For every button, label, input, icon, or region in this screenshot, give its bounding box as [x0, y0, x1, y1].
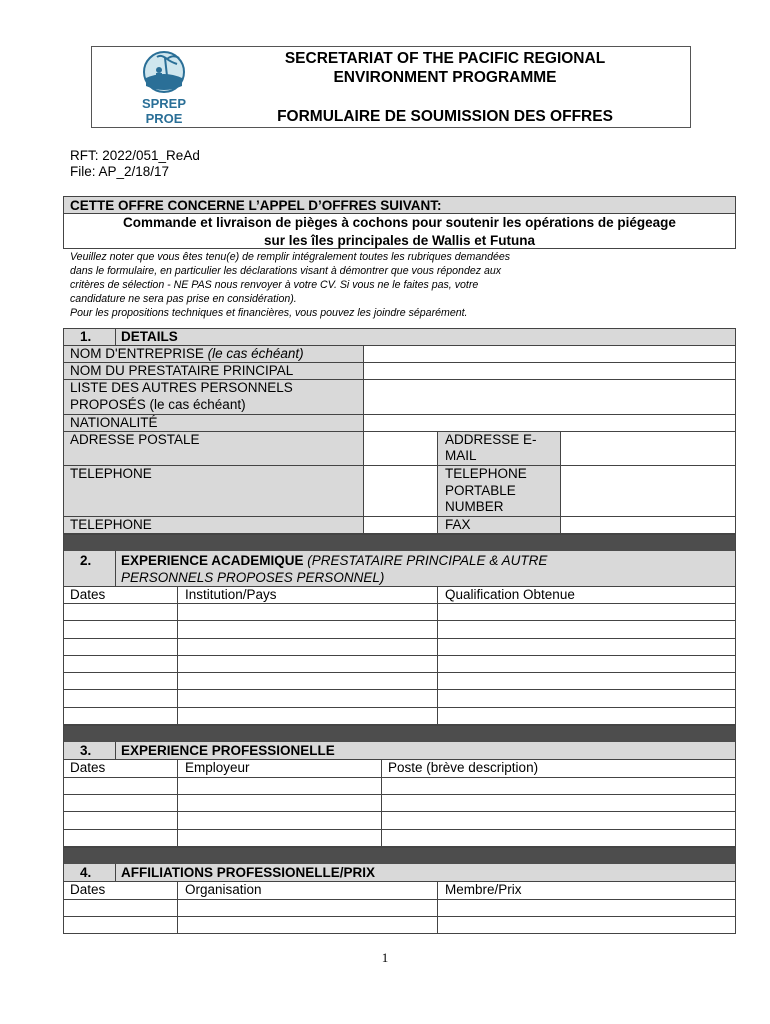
section-number: 4. — [80, 865, 92, 880]
table-row — [63, 916, 736, 917]
email-field[interactable] — [561, 432, 735, 465]
divider — [437, 431, 438, 534]
table-row — [63, 899, 736, 900]
column-header: Employeur — [185, 760, 250, 775]
offer-subject-line1: Commande et livraison de pièges à cochons pour soutenir les opérations de piégeage — [123, 215, 676, 230]
table-row — [63, 794, 736, 795]
column-header: Qualification Obtenue — [445, 587, 575, 602]
table-row — [63, 829, 736, 830]
fax-field[interactable] — [561, 517, 735, 533]
section-title: DETAILS — [121, 329, 178, 344]
telephone-label: TELEPHONE — [70, 466, 152, 481]
table-row — [63, 638, 736, 639]
page-number: 1 — [381, 950, 389, 965]
telephone-field[interactable] — [364, 466, 437, 516]
section-title: EXPERIENCE PROFESSIONELLE — [121, 743, 335, 758]
other-personnel-label-2: PROPOSÉS (le cas échéant) — [70, 397, 246, 412]
mobile-label-3: NUMBER — [445, 499, 504, 514]
table-row — [63, 655, 736, 656]
note-line: candidature ne sera pas prise en considération). — [70, 293, 297, 305]
nationality-label: NATIONALITÉ — [70, 415, 158, 430]
other-personnel-field[interactable] — [364, 380, 735, 414]
divider — [115, 742, 116, 759]
section-title: AFFILIATIONS PROFESSIONELLE/PRIX — [121, 865, 376, 880]
label-text-italic: (le cas échéant) — [207, 346, 304, 361]
table-row — [63, 689, 736, 690]
instructions-note — [70, 250, 630, 320]
section-title-line2: PERSONNELS PROPOSES PERSONNEL) — [121, 570, 385, 585]
table-row — [63, 707, 736, 708]
note-line: Veuillez noter que vous êtes tenu(e) de remplir intégralement toutes les rubriques demandées — [70, 251, 511, 263]
note-line: dans le formulaire, en particulier les déclarations visant à démontrer que vous répondez aux — [70, 265, 502, 277]
label-text: NOM D'ENTREPRISE — [70, 346, 208, 361]
org-name-line2: ENVIRONMENT PROGRAMME — [333, 69, 557, 86]
table-row — [63, 603, 736, 604]
rft-reference: RFT: 2022/051_ReAd — [70, 148, 200, 163]
other-personnel-label-1: LISTE DES AUTRES PERSONNELS — [70, 380, 293, 395]
divider — [381, 759, 382, 847]
column-header: Organisation — [185, 882, 262, 897]
divider — [115, 864, 116, 881]
title-text: EXPERIENCE ACADEMIQUE — [121, 553, 308, 568]
table-row — [63, 620, 736, 621]
sprep-logo — [131, 48, 197, 126]
org-name-line1: SECRETARIAT OF THE PACIFIC REGIONAL — [284, 50, 606, 67]
svg-text:PROE: PROE — [145, 111, 183, 126]
postal-address-field[interactable] — [364, 432, 437, 465]
column-header: Poste (brève description) — [388, 760, 539, 775]
nationality-field[interactable] — [364, 415, 735, 431]
table-row — [63, 777, 736, 778]
affiliations-table — [63, 847, 736, 934]
mobile-label-2: PORTABLE — [445, 483, 516, 498]
divider — [177, 759, 178, 847]
postal-address-label: ADRESSE POSTALE — [70, 432, 200, 447]
section-number: 1. — [80, 329, 92, 344]
column-header: Institution/Pays — [185, 587, 277, 602]
table-row — [63, 672, 736, 673]
section-title — [121, 553, 547, 569]
company-name-field[interactable] — [364, 346, 735, 362]
svg-text:SPREP: SPREP — [141, 96, 187, 111]
email-label-2: MAIL — [445, 448, 477, 463]
divider — [63, 586, 736, 587]
principal-name-label: NOM DU PRESTATAIRE PRINCIPAL — [70, 363, 294, 378]
offer-heading: CETTE OFFRE CONCERNE L’APPEL D’OFFRES SUIVANT: — [70, 198, 442, 213]
table-row — [63, 811, 736, 812]
mobile-field[interactable] — [561, 466, 735, 516]
fax-label: FAX — [445, 517, 471, 532]
column-header: Membre/Prix — [445, 882, 522, 897]
divider — [115, 551, 116, 586]
note-line: critères de sélection - NE PAS nous renvoyer à votre CV. Si vous ne le faites pas, votre — [70, 279, 479, 291]
principal-name-field[interactable] — [364, 363, 735, 379]
column-header: Dates — [70, 587, 106, 602]
divider — [115, 328, 116, 345]
telephone-field-2[interactable] — [364, 517, 437, 533]
divider — [437, 881, 438, 934]
mobile-label-1: TELEPHONE — [445, 466, 527, 481]
section-number: 2. — [80, 553, 92, 568]
divider — [177, 881, 178, 934]
divider — [63, 881, 736, 882]
section-number: 3. — [80, 743, 92, 758]
form-title: FORMULAIRE DE SOUMISSION DES OFFRES — [277, 108, 613, 125]
telephone-label-2: TELEPHONE — [70, 517, 152, 532]
file-reference: File: AP_2/18/17 — [70, 164, 170, 179]
column-header: Dates — [70, 882, 106, 897]
email-label-1: ADDRESSE E- — [445, 432, 537, 447]
column-header: Dates — [70, 760, 106, 775]
note-line: Pour les propositions techniques et financières, vous pouvez les joindre séparément. — [70, 307, 468, 319]
title-text-italic: (PRESTATAIRE PRINCIPALE & AUTRE — [307, 553, 548, 568]
offer-subject-line2: sur les îles principales de Wallis et Futuna — [263, 233, 536, 248]
company-name-label — [70, 346, 304, 362]
